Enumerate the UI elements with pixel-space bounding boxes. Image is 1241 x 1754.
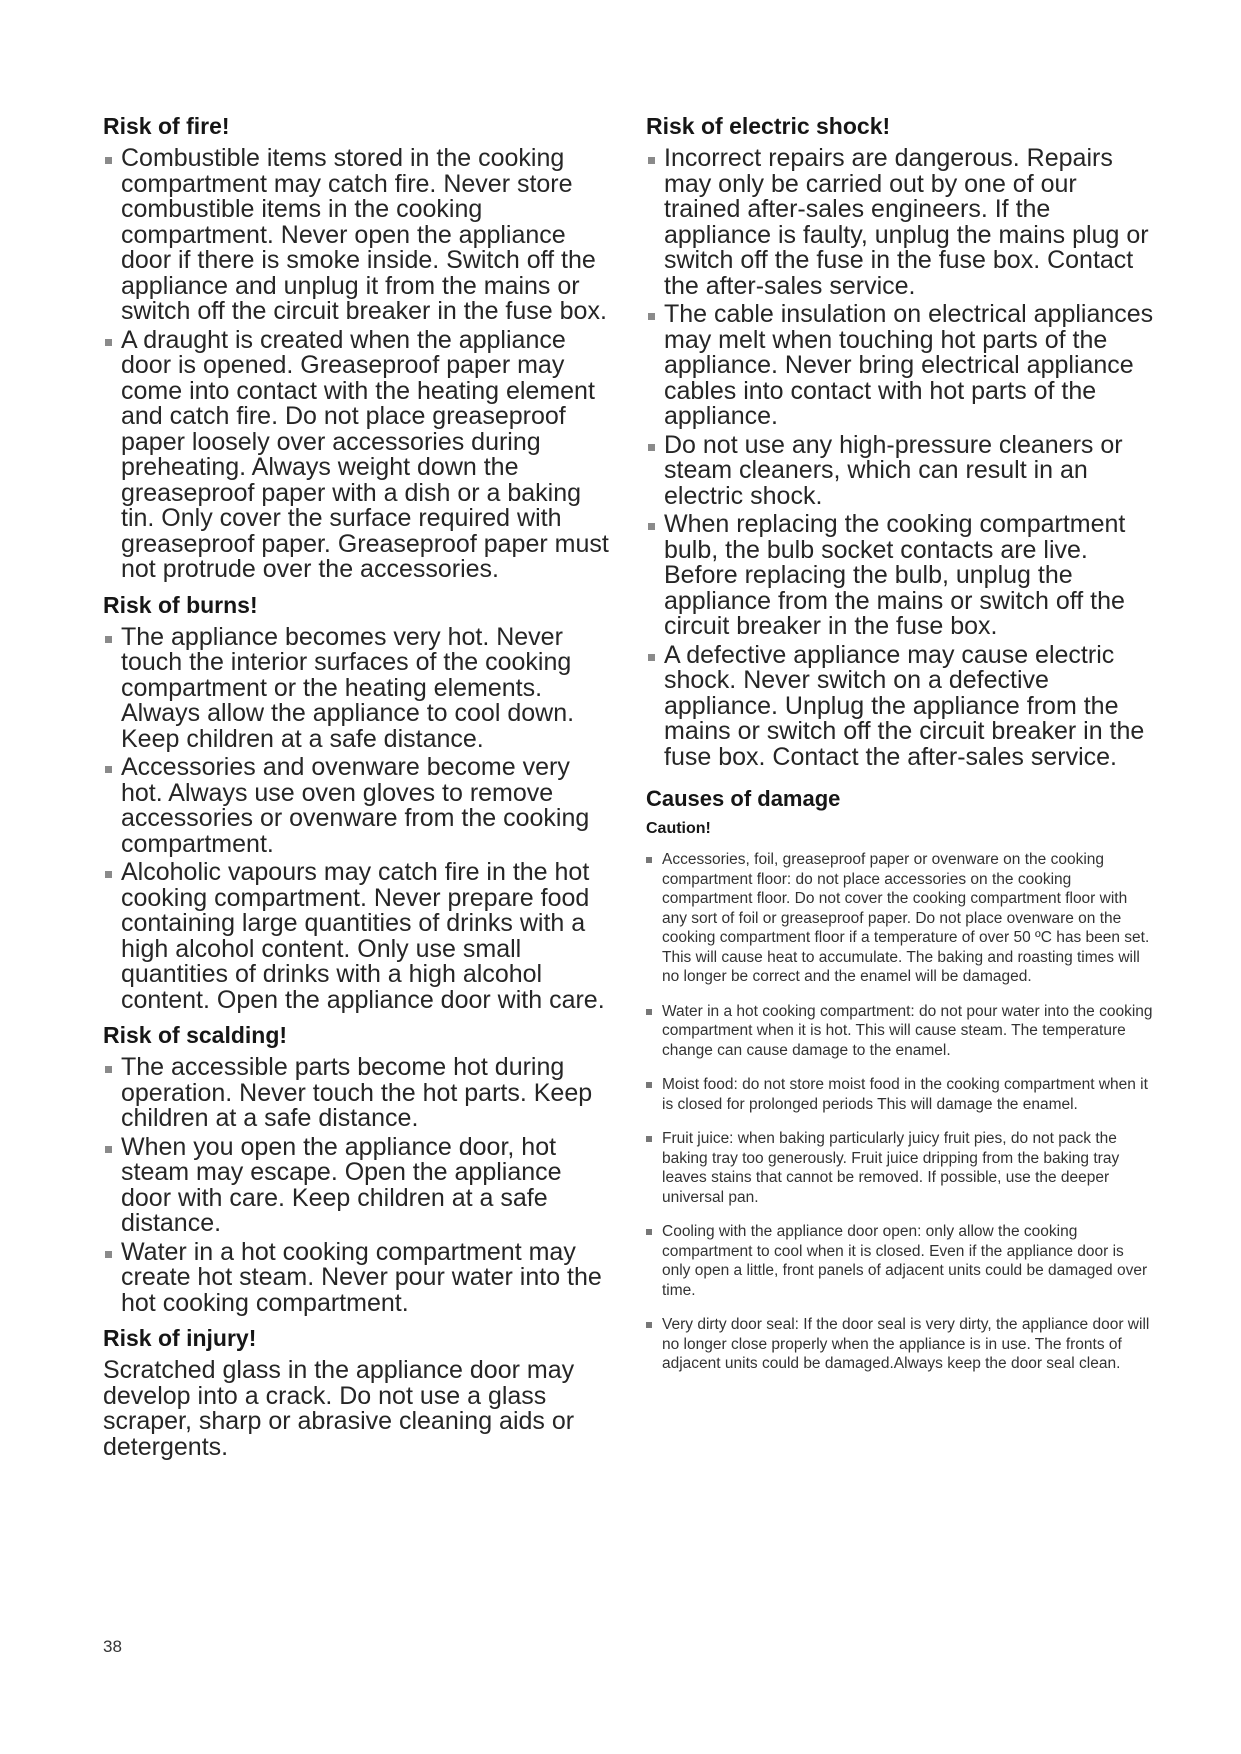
- list-item: Moist food: do not store moist food in the cooking compartment when it is closed for prolonged periods This will damage the enamel.: [646, 1075, 1156, 1114]
- injury-text: Scratched glass in the appliance door may develop into a crack. Do not use a glass scraper, sharp or abrasive cleaning aids or detergents.: [103, 1356, 575, 1461]
- right-column: [646, 112, 1156, 1389]
- list-item: Incorrect repairs are dangerous. Repairs may only be carried out by one of our trained after-sales engineers. If the appliance is faulty, unplug the mains plug or switch off the fuse in the fuse box. Contact the after-sales service.: [646, 146, 1156, 299]
- caution-label: Caution!: [646, 820, 711, 837]
- heading-risk-of-electric-shock: Risk of electric shock!: [646, 113, 891, 139]
- scalding-list: [103, 1055, 613, 1316]
- list-item: Very dirty door seal: If the door seal is very dirty, the appliance door will no longer close properly when the appliance is in use. The fronts of adjacent units could be damaged.Always keep the door seal clean.: [646, 1315, 1156, 1374]
- heading-causes-of-damage: Causes of damage: [646, 786, 841, 811]
- list-item: Water in a hot cooking compartment: do not pour water into the cooking compartment when it is hot. This will cause steam. The temperature change can cause damage to the enamel.: [646, 1002, 1156, 1061]
- list-item: Cooling with the appliance door open: only allow the cooking compartment to cool when it is closed. Even if the appliance door is only open a little, front panels of adjacent units could be damaged over time.: [646, 1222, 1156, 1300]
- damage-list: [646, 850, 1156, 1374]
- list-item: Fruit juice: when baking particularly juicy fruit pies, do not pack the baking tray too generously. Fruit juice dripping from the baking tray leaves stains that cannot be removed. If possible, use the deeper universal pan.: [646, 1129, 1156, 1207]
- list-item: The appliance becomes very hot. Never touch the interior surfaces of the cooking compartment or the heating elements. Always allow the appliance to cool down. Keep children at a safe distance.: [103, 625, 613, 753]
- list-item: A defective appliance may cause electric shock. Never switch on a defective appliance. Unplug the appliance from the mains or switch off the circuit breaker in the fuse box. Contact the after-sales service.: [646, 643, 1156, 771]
- list-item: Combustible items stored in the cooking compartment may catch fire. Never store combustible items in the cooking compartment. Never open the appliance door if there is smoke inside. Switch off the appliance and unplug it from the mains or switch off the circuit breaker in the fuse box.: [103, 146, 613, 325]
- shock-list: [646, 146, 1156, 770]
- list-item: The accessible parts become hot during operation. Never touch the hot parts. Keep children at a safe distance.: [103, 1055, 613, 1132]
- list-item: Accessories, foil, greaseproof paper or ovenware on the cooking compartment floor: do not place accessories on the cooking compartment floor. Do not cover the cooking compartment floor with any sort of foil or greaseproof paper. Do not place ovenware on the cooking compartment floor if a temperature of over 50 ºC has been set. This will cause heat to accumulate. The baking and roasting times will no longer be correct and the enamel will be damaged.: [646, 850, 1156, 987]
- list-item: The cable insulation on electrical appliances may melt when touching hot parts of the appliance. Never bring electrical appliance cables into contact with hot parts of the appliance.: [646, 302, 1156, 430]
- left-column: [103, 112, 613, 1460]
- heading-risk-of-scalding: Risk of scalding!: [103, 1022, 288, 1048]
- page-number: 38: [103, 1637, 122, 1656]
- burns-list: [103, 622, 613, 1014]
- list-item: When replacing the cooking compartment bulb, the bulb socket contacts are live. Before replacing the bulb, unplug the appliance from the mains or switch off the circuit breaker in the fuse box.: [646, 512, 1156, 640]
- heading-risk-of-injury: Risk of injury!: [103, 1325, 257, 1351]
- list-item: A draught is created when the appliance door is opened. Greaseproof paper may come into contact with the heating element and catch fire. Do not place greaseproof paper loosely over accessories during preheating. Always weight down the greaseproof paper with a dish or a baking tin. Only cover the surface required with greaseproof paper. Greaseproof paper must not protrude over the accessories.: [103, 328, 613, 583]
- list-item: Accessories and ovenware become very hot. Always use oven gloves to remove accessories or ovenware from the cooking compartment.: [103, 755, 613, 857]
- heading-risk-of-fire: Risk of fire!: [103, 113, 230, 139]
- fire-list: [103, 146, 613, 583]
- heading-risk-of-burns: Risk of burns!: [103, 591, 258, 618]
- list-item: Alcoholic vapours may catch fire in the hot cooking compartment. Never prepare food containing large quantities of drinks with a high alcohol content. Only use small quantities of drinks with a high alcohol content. Open the appliance door with care.: [103, 860, 613, 1013]
- list-item: When you open the appliance door, hot steam may escape. Open the appliance door with care. Keep children at a safe distance.: [103, 1135, 613, 1237]
- list-item: Do not use any high-pressure cleaners or steam cleaners, which can result in an electric shock.: [646, 433, 1156, 510]
- list-item: Water in a hot cooking compartment may create hot steam. Never pour water into the hot cooking compartment.: [103, 1240, 613, 1317]
